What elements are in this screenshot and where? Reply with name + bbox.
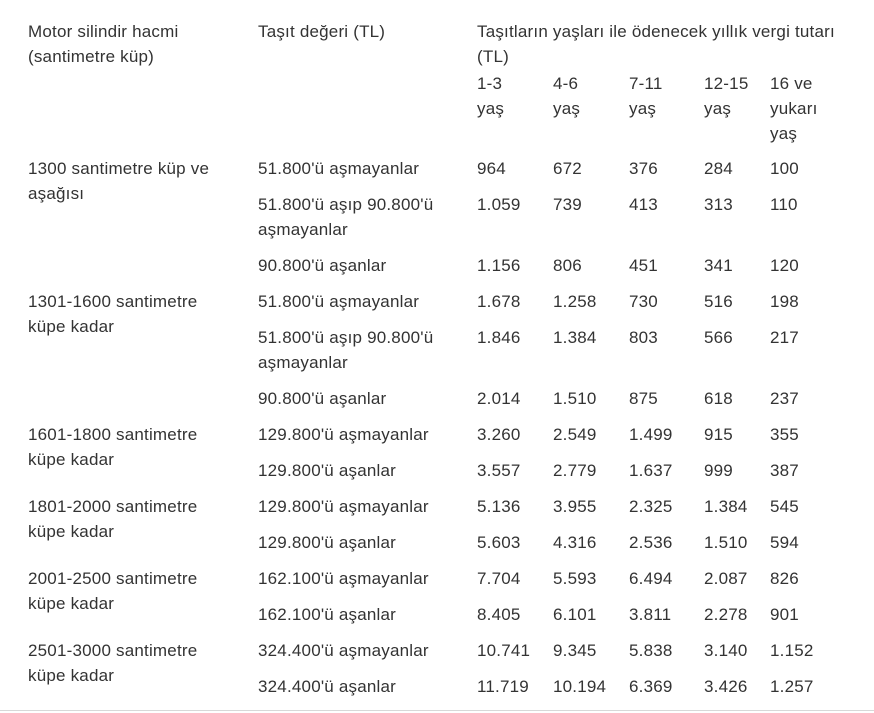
tax-cell: 1.678 [477,292,521,311]
tax-cell: 5.593 [553,569,597,588]
tax-cell: 100 [770,159,799,178]
tax-cell: 618 [704,389,733,408]
value-cell: 90.800'ü aşanlar [258,389,387,408]
tax-cell: 2.087 [704,569,748,588]
tax-cell: 2.779 [553,461,597,480]
tax-cell: 110 [770,195,798,214]
tax-cell: 3.140 [704,641,748,660]
value-cell: 90.800'ü aşanlar [258,256,387,275]
tax-cell: 237 [770,389,799,408]
tax-cell: 313 [704,195,733,214]
tax-cell: 2.536 [629,533,673,552]
tax-cell: 594 [770,533,799,552]
tax-cell: 341 [704,256,733,275]
tax-cell: 875 [629,389,658,408]
tax-cell: 7.704 [477,569,521,588]
header-row [18,7,854,69]
value-cell: 51.800'ü aşmayanlar [258,292,420,311]
value-cell: 129.800'ü aşmayanlar [258,425,429,444]
value-cell: 129.800'ü aşanlar [258,533,397,552]
tax-cell: 376 [629,159,658,178]
tax-cell: 198 [770,292,799,311]
tax-cell: 803 [629,328,658,347]
motor-cell: 1801-2000 santimetre küpe kadar [28,497,198,541]
tax-cell: 672 [553,159,582,178]
header-age-1-3: 1-3 yaş [477,74,505,118]
header-age-group: Taşıtların yaşları ile ödenecek yıllık vergi tutarı (TL) [477,22,835,66]
tax-cell: 901 [770,605,799,624]
header-age-4-6: 4-6 yaş [553,74,581,118]
header-age-12-15: 12-15 yaş [704,74,749,118]
tax-cell: 2.014 [477,389,521,408]
tax-cell: 2.278 [704,605,748,624]
tax-cell: 1.499 [629,425,673,444]
table-row [18,418,854,454]
tax-cell: 5.603 [477,533,521,552]
tax-cell: 11.719 [477,677,529,696]
tax-cell: 6.369 [629,677,673,696]
value-cell: 51.800'ü aşıp 90.800'ü aşmayanlar [258,328,434,372]
tax-cell: 387 [770,461,799,480]
motor-cell: 2001-2500 santimetre küpe kadar [28,569,198,613]
tax-cell: 355 [770,425,799,444]
value-cell: 162.100'ü aşmayanlar [258,569,429,588]
tax-cell: 5.838 [629,641,673,660]
tax-cell: 1.156 [477,256,521,275]
tax-cell: 1.384 [553,328,597,347]
tax-cell: 413 [629,195,658,214]
tax-cell: 3.260 [477,425,521,444]
tax-cell: 10.194 [553,677,607,696]
motor-cell: 1301-1600 santimetre küpe kadar [28,292,198,336]
tax-cell: 1.510 [704,533,748,552]
tax-cell: 2.325 [629,497,673,516]
tax-cell: 915 [704,425,733,444]
value-cell: 162.100'ü aşanlar [258,605,397,624]
tax-cell: 451 [629,256,658,275]
header-age-7-11: 7-11 yaş [629,74,663,118]
tax-cell: 1.846 [477,328,521,347]
header-age-16-plus: 16 ve yukarı yaş [770,74,818,143]
motor-cell: 1300 santimetre küp ve aşağısı [28,159,210,203]
tax-cell: 739 [553,195,582,214]
motor-cell: 2501-3000 santimetre küpe kadar [28,641,198,685]
vehicle-tax-table [18,7,854,706]
tax-cell: 9.345 [553,641,597,660]
tax-cell: 964 [477,159,506,178]
tax-cell: 1.384 [704,497,748,516]
tax-cell: 3.557 [477,461,521,480]
table-row [18,152,854,188]
table-row [18,634,854,670]
table-row [18,490,854,526]
tax-cell: 806 [553,256,582,275]
header-vehicle-value: Taşıt değeri (TL) [258,22,386,41]
tax-cell: 1.059 [477,195,521,214]
tax-cell: 6.494 [629,569,673,588]
tax-cell: 8.405 [477,605,521,624]
tax-cell: 1.510 [553,389,597,408]
value-cell: 129.800'ü aşanlar [258,461,397,480]
tax-cell: 516 [704,292,733,311]
tax-cell: 120 [770,256,799,275]
tax-cell: 217 [770,328,799,347]
tax-cell: 3.811 [629,605,672,624]
value-cell: 51.800'ü aşıp 90.800'ü aşmayanlar [258,195,434,239]
table-row [18,285,854,321]
value-cell: 324.400'ü aşanlar [258,677,397,696]
tax-cell: 730 [629,292,658,311]
bottom-divider [0,710,874,711]
tax-cell: 826 [770,569,799,588]
value-cell: 51.800'ü aşmayanlar [258,159,420,178]
tax-cell: 3.955 [553,497,597,516]
tax-cell: 284 [704,159,733,178]
tax-cell: 6.101 [553,605,597,624]
tax-cell: 10.741 [477,641,531,660]
header-motor: Motor silindir hacmi (santimetre küp) [28,22,179,66]
tax-cell: 545 [770,497,799,516]
table-row [18,562,854,598]
tax-cell: 1.637 [629,461,673,480]
tax-cell: 999 [704,461,733,480]
tax-cell: 5.136 [477,497,521,516]
value-cell: 324.400'ü aşmayanlar [258,641,429,660]
tax-cell: 3.426 [704,677,748,696]
tax-cell: 566 [704,328,733,347]
tax-cell: 4.316 [553,533,597,552]
tax-cell: 1.258 [553,292,597,311]
tax-cell: 1.257 [770,677,814,696]
tax-cell: 2.549 [553,425,597,444]
value-cell: 129.800'ü aşmayanlar [258,497,429,516]
motor-cell: 1601-1800 santimetre küpe kadar [28,425,198,469]
tax-cell: 1.152 [770,641,814,660]
